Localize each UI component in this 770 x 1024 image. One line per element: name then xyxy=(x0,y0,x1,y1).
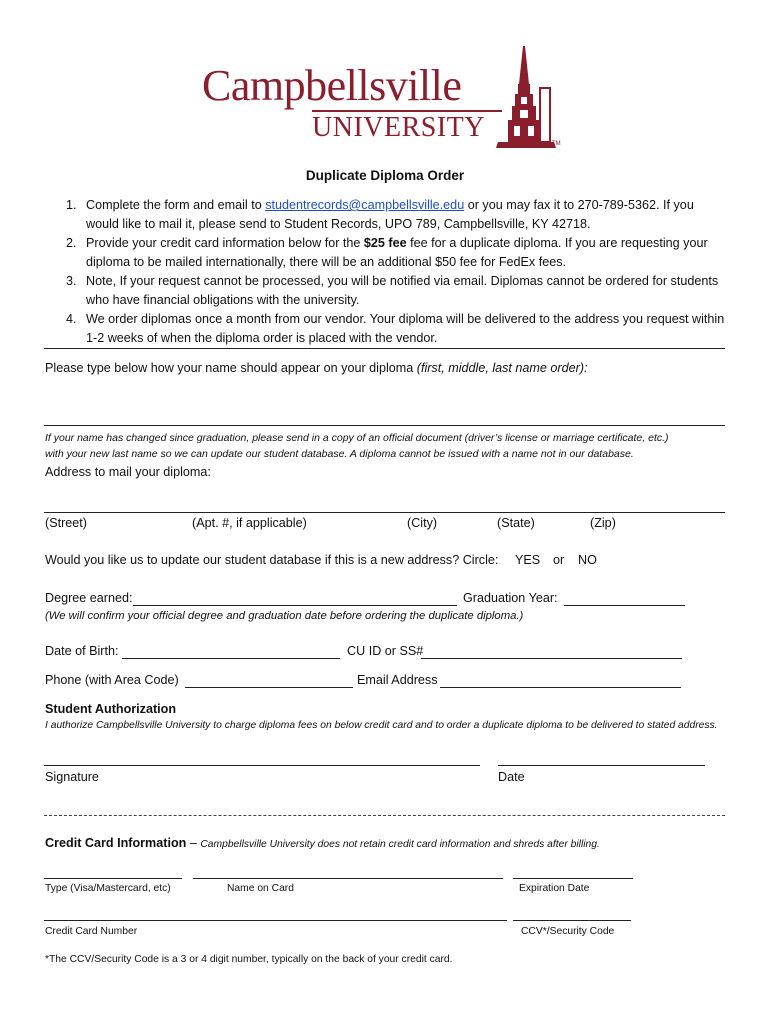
dob-label: Date of Birth: xyxy=(45,644,119,658)
city-label: (City) xyxy=(407,516,438,530)
ccv-field[interactable] xyxy=(513,920,631,921)
graduation-year-field[interactable] xyxy=(564,605,685,606)
graduation-year-label: Graduation Year: xyxy=(463,591,558,605)
logo-name-bottom: UNIVERSITY xyxy=(312,112,485,143)
degree-label: Degree earned: xyxy=(45,591,133,605)
apt-label: (Apt. #, if applicable) xyxy=(192,516,307,530)
instructions-list xyxy=(60,196,730,348)
instruction-item-3: 3. Note, If your request cannot be processed, you will be notified via email. Diplomas cannot be ordered for students who have financial obligations with the university. xyxy=(66,274,719,307)
authorization-text: I authorize Campbellsville University to charge diploma fees on below credit card and to order a duplicate diploma to be delivered to stated address. xyxy=(45,720,718,731)
phone-field[interactable] xyxy=(185,687,353,688)
signature-label: Signature xyxy=(45,770,99,784)
or-text: or xyxy=(553,553,565,567)
yes-option[interactable]: YES xyxy=(515,553,541,567)
page-title: Duplicate Diploma Order xyxy=(305,168,465,183)
expiration-date-label: Expiration Date xyxy=(519,883,590,894)
email-label: Email Address xyxy=(357,673,438,687)
name-on-card-label: Name on Card xyxy=(227,883,294,894)
dob-field[interactable] xyxy=(122,658,340,659)
date-field[interactable] xyxy=(498,765,705,766)
state-label: (State) xyxy=(497,516,535,530)
instruction-item-4: 4. We order diplomas once a month from our vendor. Your diploma will be delivered to the address you request within 1-2 weeks of when the diploma order is placed with the vendor. xyxy=(66,312,725,345)
name-change-note-2: with your new last name so we can update our student database. A diploma cannot be issued with a name not in our database. xyxy=(45,448,634,460)
divider xyxy=(44,348,725,349)
no-option[interactable]: NO xyxy=(578,553,597,567)
zip-label: (Zip) xyxy=(590,516,616,530)
card-type-label: Type (Visa/Mastercard, etc) xyxy=(45,883,171,894)
cuid-field[interactable] xyxy=(421,658,682,659)
email-link[interactable]: studentrecords@campbellsville.edu xyxy=(265,198,465,212)
logo-name-top: Campbellsville xyxy=(202,61,462,110)
cut-line xyxy=(44,815,725,816)
date-label: Date xyxy=(498,770,525,784)
ccv-label: CCV*/Security Code xyxy=(521,926,615,937)
authorization-heading: Student Authorization xyxy=(45,702,177,716)
name-input-line[interactable] xyxy=(44,425,725,426)
cuid-label: CU ID or SS# xyxy=(347,644,424,658)
logo-trademark: TM xyxy=(552,141,561,147)
confirm-note: (We will confirm your official degree and graduation date before ordering the duplicate diploma.) xyxy=(45,610,524,622)
name-change-note-1: If your name has changed since graduation, please send in a copy of an official document (driver’s license or marriage certificate, etc.) xyxy=(45,432,669,444)
card-number-label: Credit Card Number xyxy=(45,926,138,937)
ccv-footnote: *The CCV/Security Code is a 3 or 4 digit number, typically on the back of your credit card. xyxy=(45,954,453,965)
instruction-item-1: 1. Complete the form and email to studentrecords@campbellsville.edu or you may fax it to 270-789-5362. If you would like to mail it, please send to Student Records, UPO 789, Campbellsville, KY 42718. xyxy=(66,198,694,231)
signature-field[interactable] xyxy=(44,765,480,766)
expiration-date-field[interactable] xyxy=(513,878,633,879)
card-number-field[interactable] xyxy=(44,920,507,921)
name-prompt: Please type below how your name should appear on your diploma (first, middle, last name order): xyxy=(45,361,588,375)
update-address-question: Would you like us to update our student database if this is a new address? Circle: xyxy=(45,553,499,567)
address-label: Address to mail your diploma: xyxy=(45,465,211,479)
address-input-line[interactable] xyxy=(44,512,725,513)
chapel-steeple-icon xyxy=(496,44,558,154)
university-logo xyxy=(200,44,570,156)
card-type-field[interactable] xyxy=(44,878,182,879)
instruction-item-2: 2. Provide your credit card information below for the $25 fee fee for a duplicate diploma. If you are requesting your diploma to be mailed internationally, there will be an additional $50 fee for FedEx fees. xyxy=(66,236,708,269)
street-label: (Street) xyxy=(45,516,87,530)
email-field[interactable] xyxy=(440,687,681,688)
name-on-card-field[interactable] xyxy=(193,878,503,879)
credit-card-heading: Credit Card Information – Campbellsville University does not retain credit card information and shreds after billing. xyxy=(45,836,600,850)
phone-label: Phone (with Area Code) xyxy=(45,673,179,687)
degree-field[interactable] xyxy=(133,605,457,606)
